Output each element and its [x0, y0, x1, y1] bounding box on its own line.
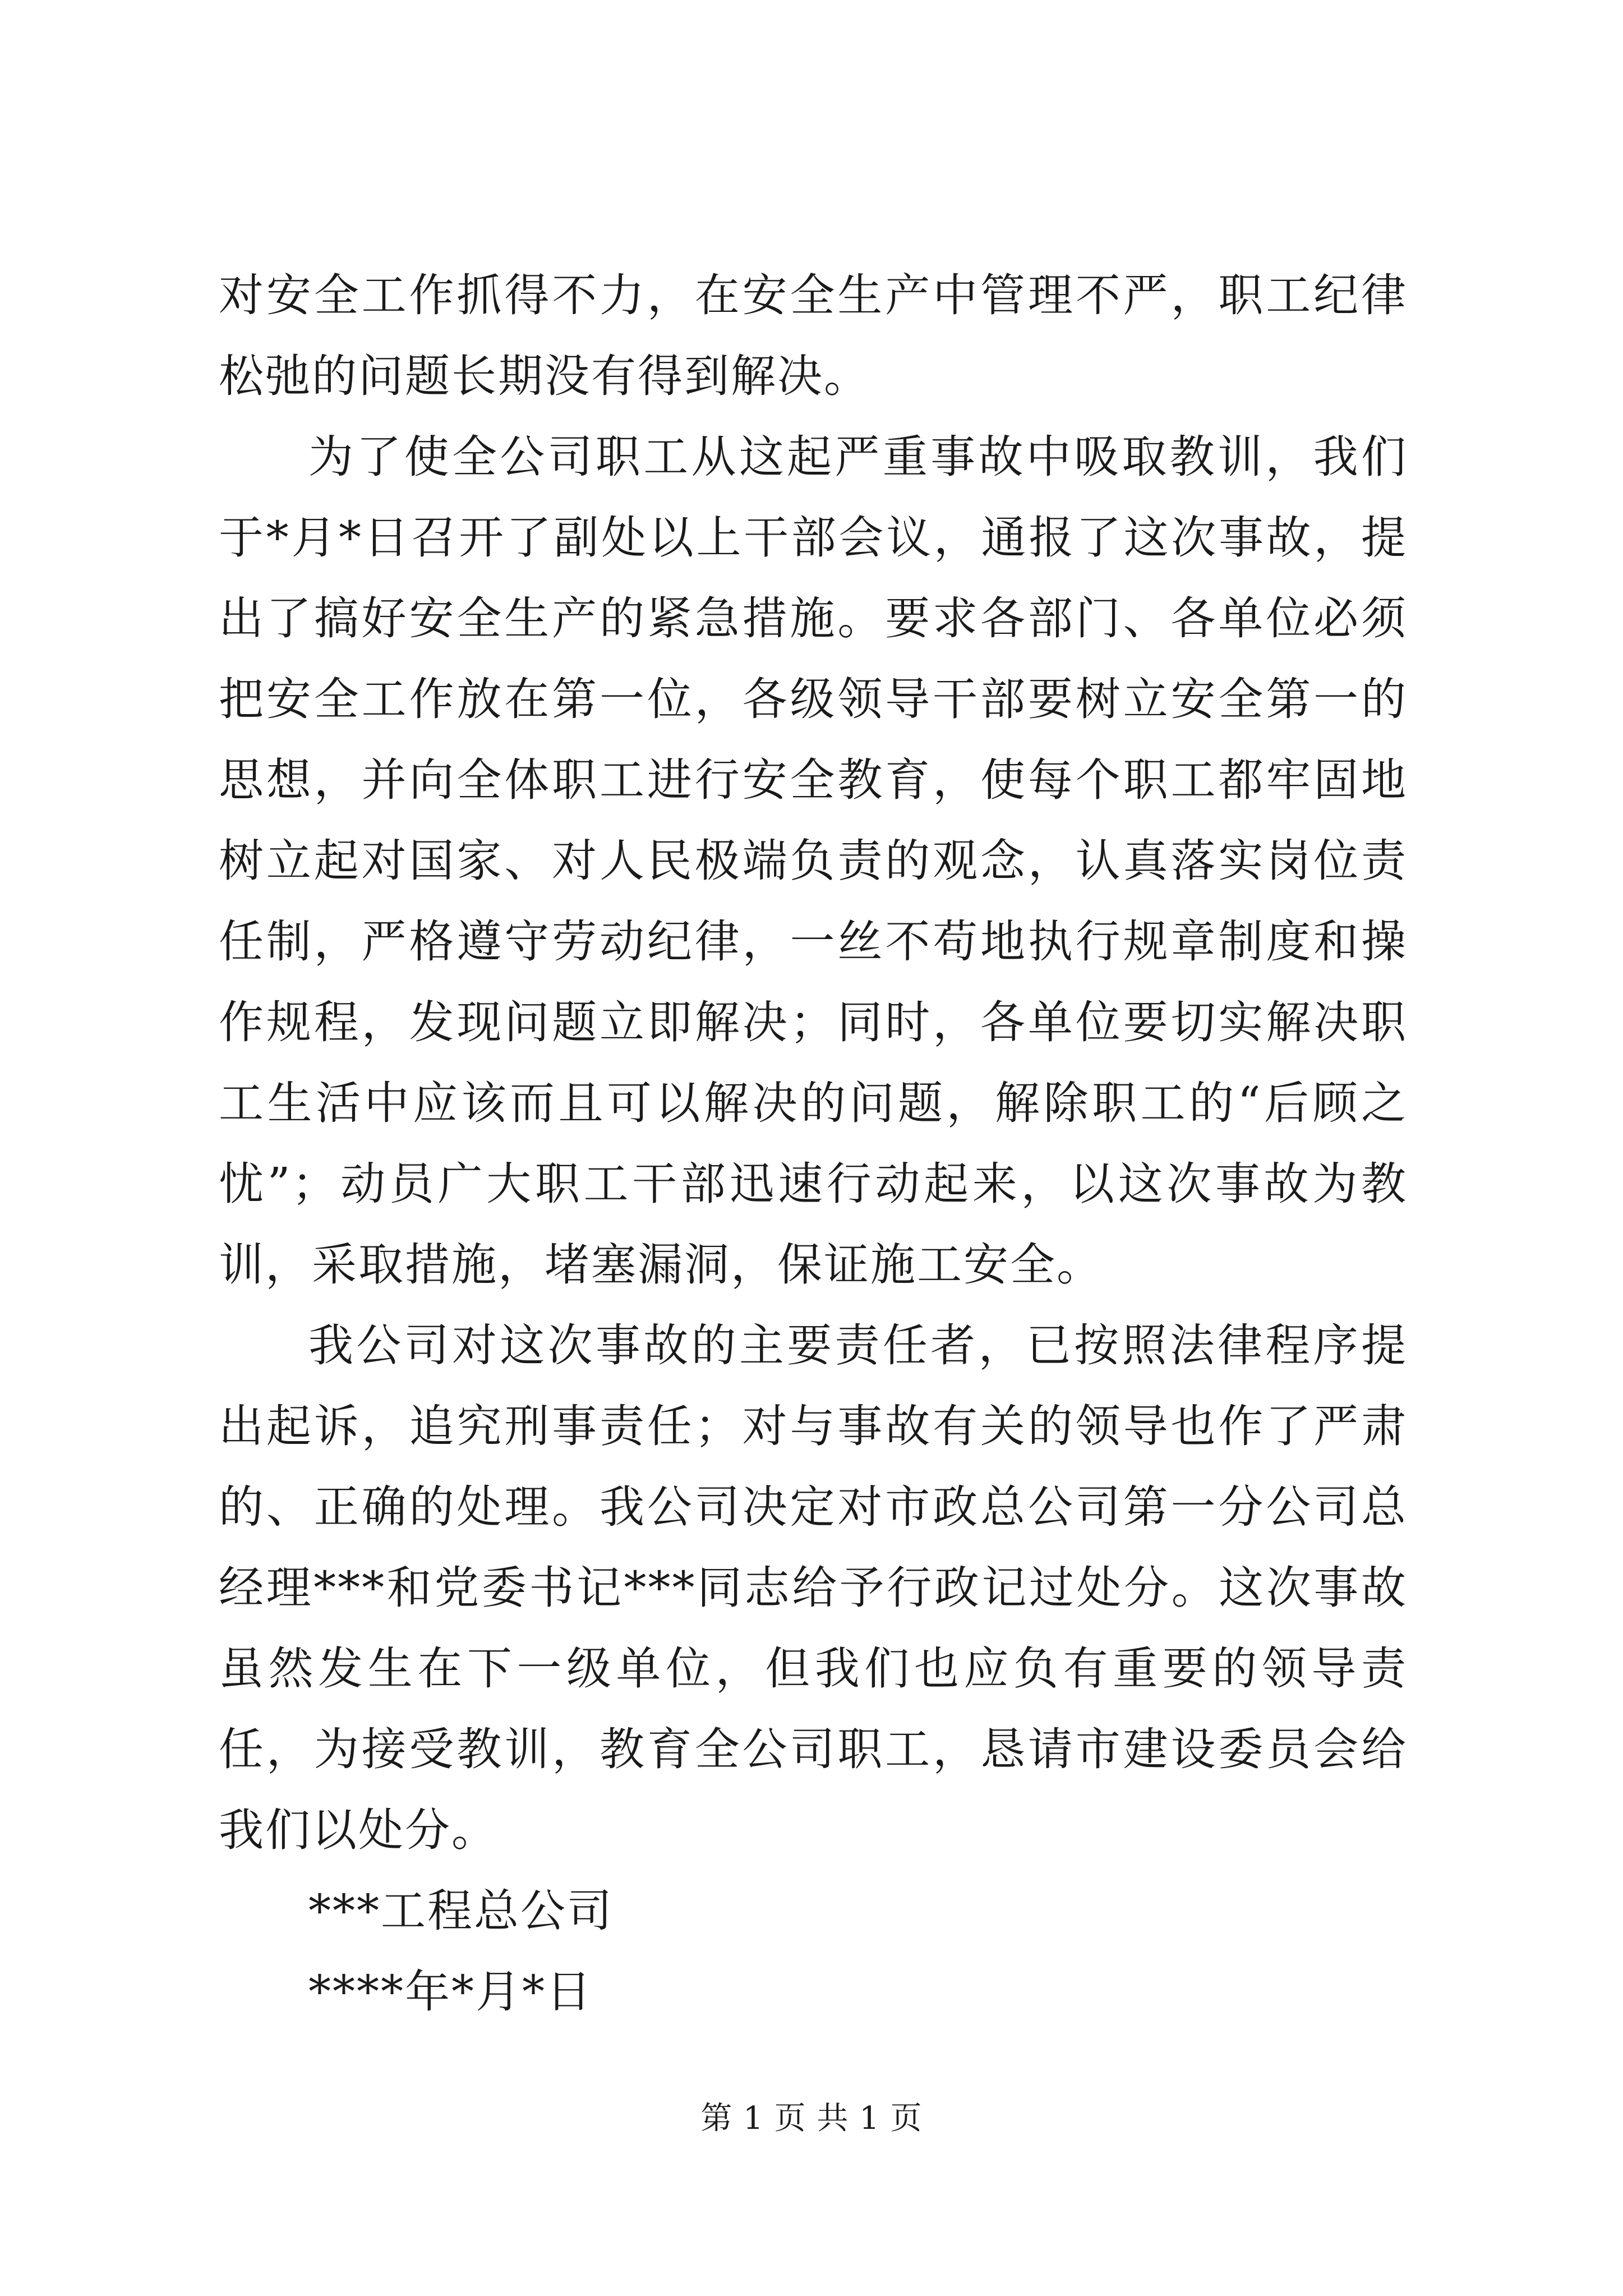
- paragraph-1: 对安全工作抓得不力，在安全生产中管理不严，职工纪律松弛的问题长期没有得到解决。: [219, 269, 1408, 402]
- paragraph-3: 我公司对这次事故的主要责任者，已按照法律程序提出起诉，追究刑事责任；对与事故有关的领导也作了严肃的、正确的处理。我公司决定对市政总公司第一分公司总经理***和党委书记***同志给予行政记过处分。这次事故虽然发生在下一级单位，但我们也应负有重要的领导责任，为接受教训，教育全公司职工，恳请市建设委员会给我们以处分。: [219, 1319, 1408, 1856]
- paragraph-2: 为了使全公司职工从这起严重事故中吸取教训，我们于*月*日召开了副处以上干部会议，通报了这次事故，提出了搞好安全生产的紧急措施。要求各部门、各单位必须把安全工作放在第一位，各级领导干部要树立安全第一的思想，并向全体职工进行安全教育，使每个职工都牢固地树立起对国家、对人民极端负责的观念，认真落实岗位责任制，严格遵守劳动纪律，一丝不苟地执行规章制度和操作规程，发现问题立即解决；同时，各单位要切实解决职工生活中应该而且可以解决的问题，解除职工的“后顾之忧”；动员广大职工干部迅速行动起来，以这次事故为教训，采取措施，堵塞漏洞，保证施工安全。: [219, 431, 1408, 1291]
- page-footer: 第 1 页 共 1 页: [700, 2100, 923, 2137]
- document-body: [219, 255, 1408, 2032]
- signature-organization: ***工程总公司: [308, 1885, 614, 1937]
- signature-date: ****年*月*日: [308, 1966, 593, 2018]
